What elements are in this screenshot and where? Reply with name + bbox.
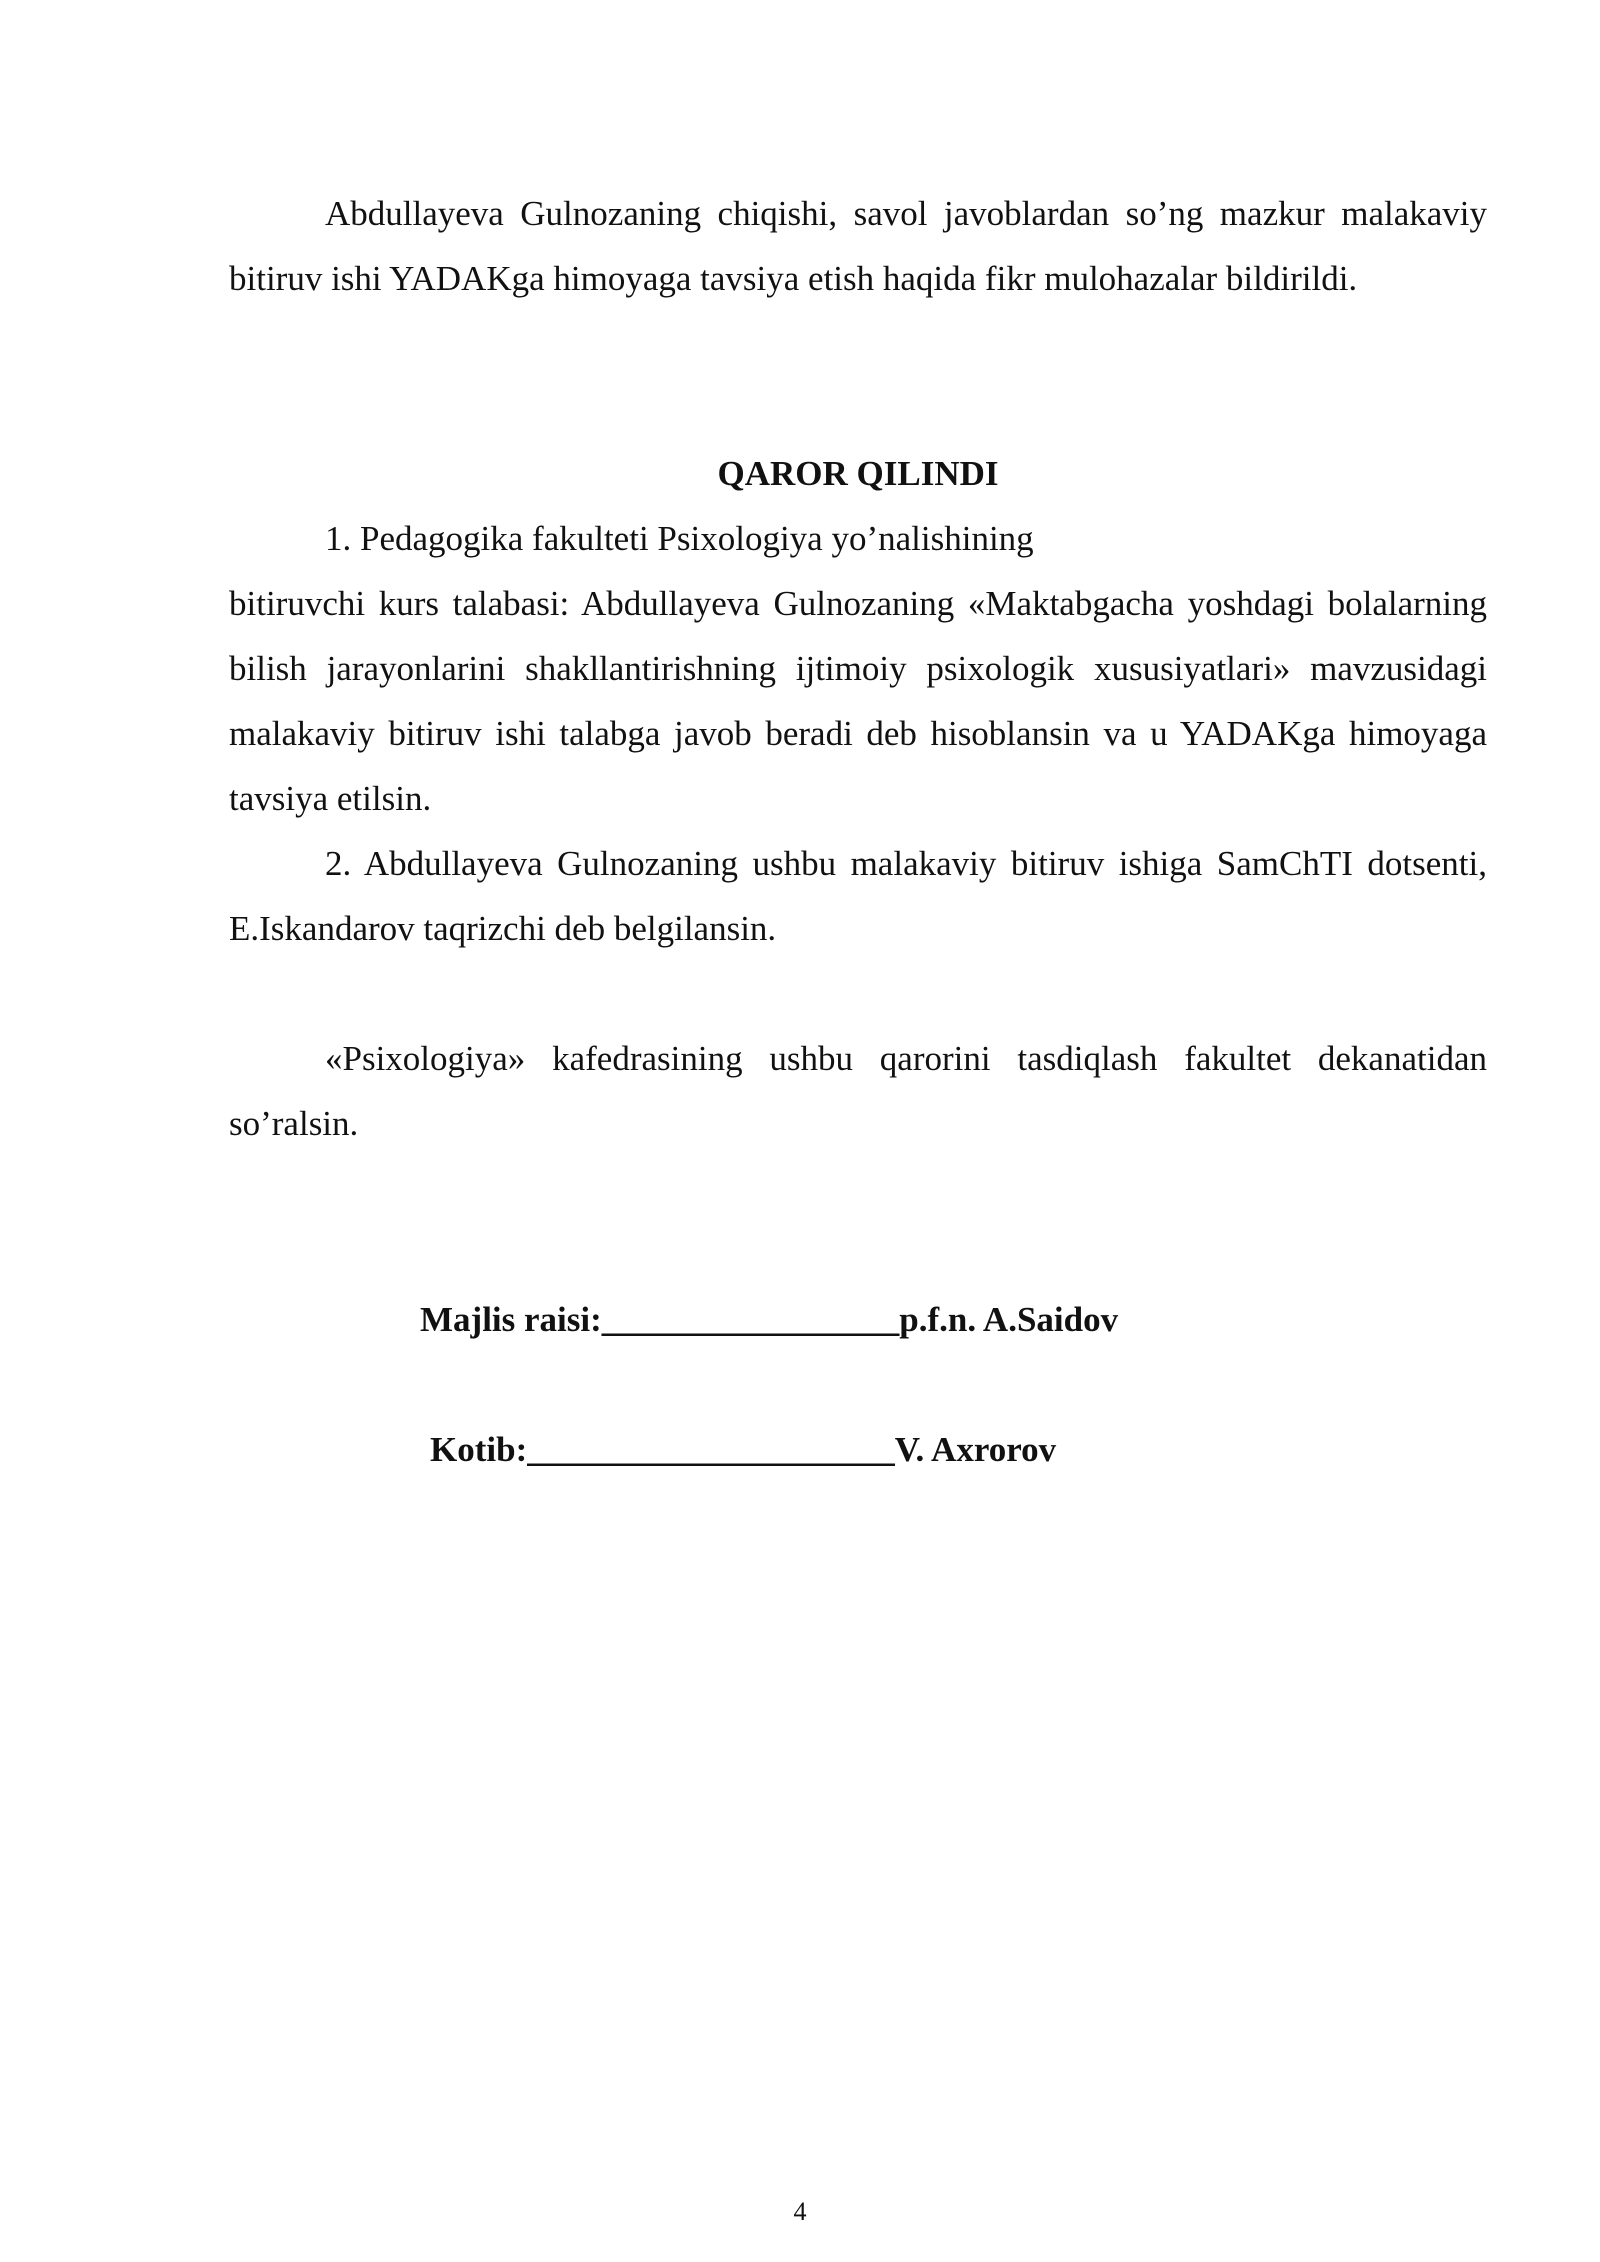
chairman-signature-line: Majlis raisi:_________________p.f.n. A.Saidov [420, 1300, 1119, 1339]
decision-item-1-body: bitiruvchi kurs talabasi: Abdullayeva Gulnozaning «Maktabgacha yoshdagi bolalarning bilish jarayonlarini shakllantirishning ijtimoiy psixologik xususiyatlari» mavzusidagi malakaviy bitiruv ishi talabga javob beradi deb hisoblansin va u YADAKga himoyaga tavsiya etilsin. [229, 584, 1487, 818]
approval-request-paragraph: «Psixologiya» kafedrasining ushbu qarorini tasdiqlash fakultet dekanatidan so’ralsin. [229, 1039, 1487, 1143]
decision-heading: QAROR QILINDI [717, 454, 999, 493]
page-number: 4 [793, 2197, 807, 2226]
secretary-signature-line: Kotib:_____________________V. Axrorov [430, 1430, 1057, 1469]
intro-paragraph: Abdullayeva Gulnozaning chiqishi, savol javoblardan so’ng mazkur malakaviy bitiruv ishi YADAKga himoyaga tavsiya etish haqida fikr mulohazalar bildirildi. [229, 194, 1487, 298]
decision-item-1-first-line: 1. Pedagogika fakulteti Psixologiya yo’nalishining [325, 519, 1034, 558]
decision-item-2: 2. Abdullayeva Gulnozaning ushbu malakaviy bitiruv ishiga SamChTI dotsenti, E.Iskandarov taqrizchi deb belgilansin. [229, 844, 1487, 948]
